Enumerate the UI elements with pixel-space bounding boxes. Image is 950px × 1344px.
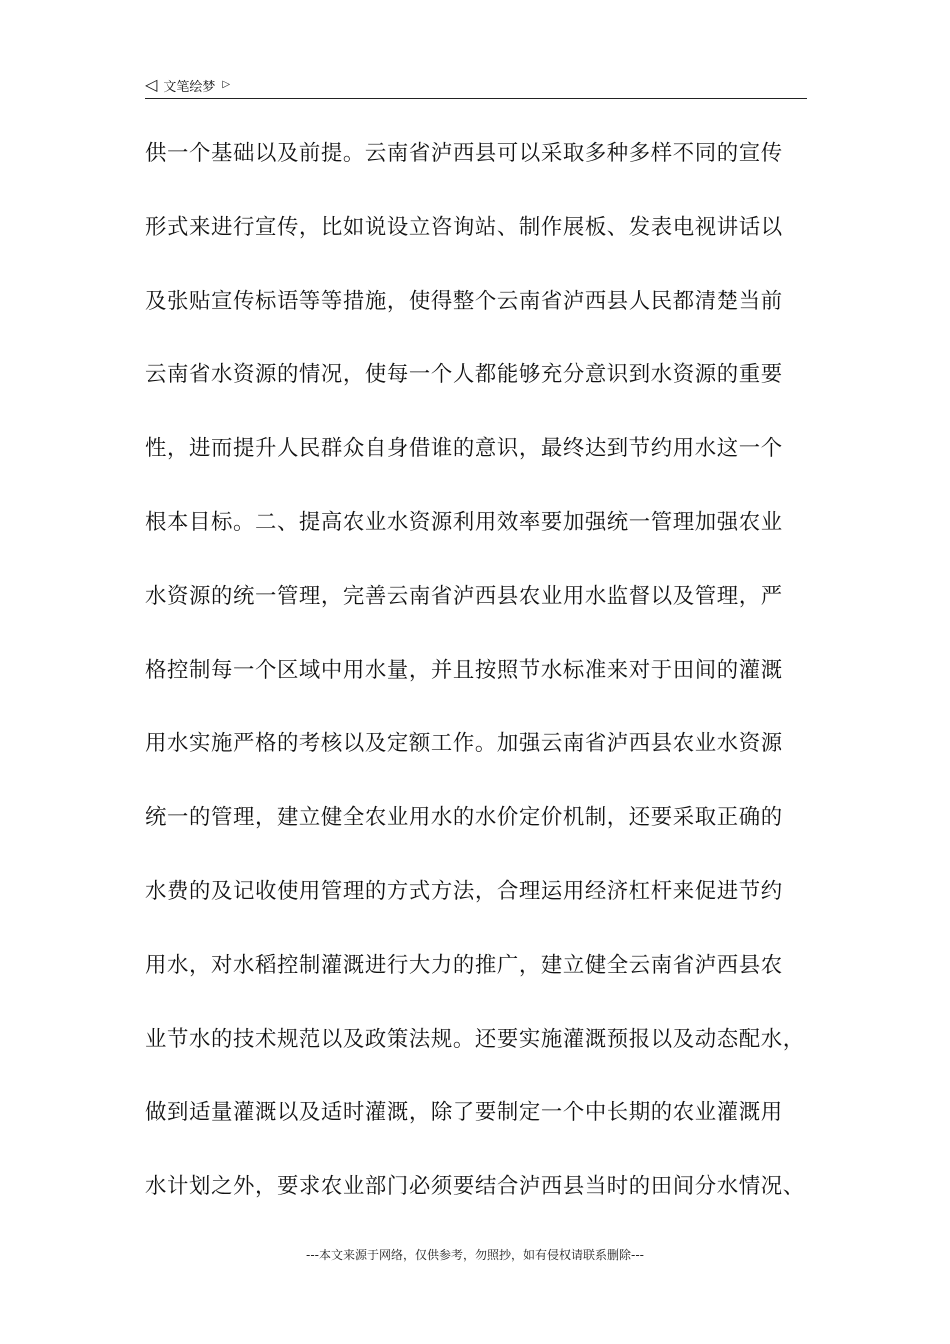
text-line: 用水，对水稻控制灌溉进行大力的推广，建立健全云南省泸西县农 (145, 952, 783, 978)
page-header (145, 72, 807, 99)
text-line: 做到适量灌溉以及适时灌溉，除了要制定一个中长期的农业灌溉用 (145, 1100, 783, 1126)
header-title: 文笔绘梦 (163, 79, 216, 95)
text-line: 供一个基础以及前提。云南省泸西县可以采取多种多样不同的宣传 (145, 141, 783, 166)
triangle-right-icon: ▷ (222, 79, 231, 90)
text-line: 水费的及记收使用管理的方式方法，合理运用经济杠杆来促进节约 (145, 878, 783, 904)
text-line: 统一的管理，建立健全农业用水的水价定价机制，还要采取正确的 (145, 805, 783, 831)
text-line: 用水实施严格的考核以及定额工作。加强云南省泸西县农业水资源 (145, 731, 783, 757)
text-line: 水资源的统一管理，完善云南省泸西县农业用水监督以及管理，严 (145, 583, 783, 609)
text-line: 根本目标。二、提高农业水资源利用效率要加强统一管理加强农业 (145, 509, 783, 535)
text-line: 云南省水资源的情况，使每一个人都能够充分意识到水资源的重要 (145, 362, 783, 388)
text-line: 及张贴宣传标语等等措施，使得整个云南省泸西县人民都清楚当前 (145, 288, 783, 314)
text-line: 业节水的技术规范以及政策法规。还要实施灌溉预报以及动态配水， (145, 1026, 805, 1052)
text-line: 形式来进行宣传，比如说设立咨询站、制作展板、发表电视讲话以 (145, 214, 783, 240)
footer-notice: ---本文来源于网络，仅供参考，勿照抄，如有侵权请联系删除--- (306, 1248, 644, 1262)
text-line: 水计划之外，要求农业部门必须要结合泸西县当时的田间分水情况、 (145, 1174, 805, 1200)
text-line: 格控制每一个区域中用水量，并且按照节水标准来对于田间的灌溉 (145, 657, 783, 683)
triangle-left-icon: ◁ (145, 75, 158, 94)
body-text (145, 117, 810, 1224)
text-line: 性，进而提升人民群众自身借谁的意识，最终达到节约用水这一个 (145, 436, 783, 462)
